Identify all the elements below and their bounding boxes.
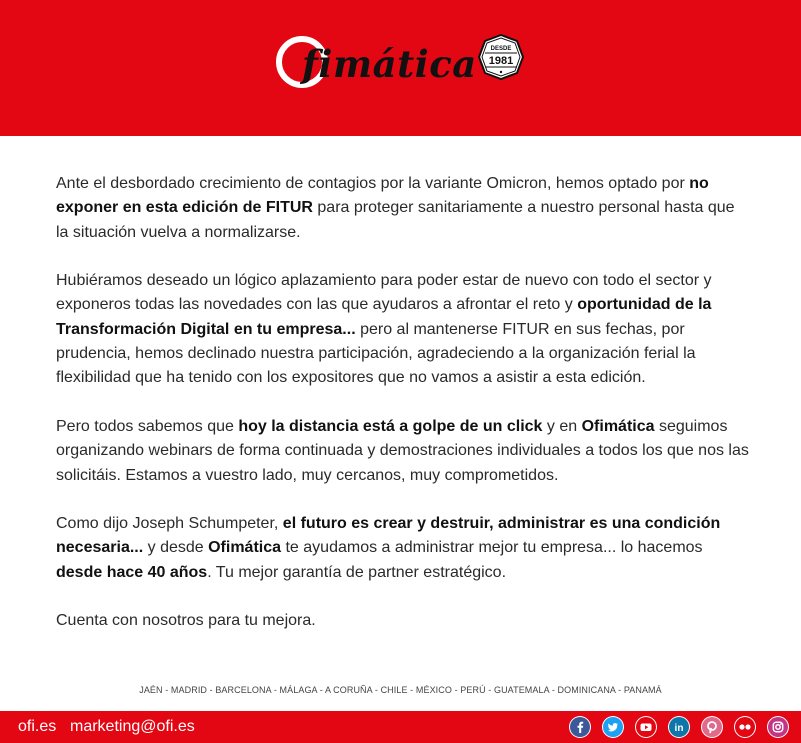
bold-text: oportunidad de la Transformación Digital en tu empresa... bbox=[56, 296, 712, 338]
logo-wordmark: fimática bbox=[302, 42, 477, 86]
bold-text: no exponer en esta edición de FITUR bbox=[56, 175, 709, 217]
header-banner bbox=[0, 0, 801, 136]
svg-text:in: in bbox=[674, 723, 684, 734]
text: Como dijo Joseph Schumpeter, bbox=[56, 515, 283, 533]
office-locations: JAÉN - MADRID - BARCELONA - MÁLAGA - A CORUÑA - CHILE - MÉXICO - PERÚ - GUATEMALA - DOMINICANA - PANAMÁ bbox=[139, 685, 662, 695]
message-body bbox=[56, 172, 751, 658]
bold-text: Ofimática bbox=[208, 539, 282, 557]
bold-text: hoy la distancia está a golpe de un click bbox=[238, 417, 543, 435]
twitter-icon[interactable] bbox=[602, 716, 624, 738]
bold-text: Ofimática bbox=[581, 417, 655, 435]
text: . Tu mejor garantía de partner estratégico. bbox=[207, 563, 507, 581]
paragraph-5 bbox=[56, 609, 751, 633]
linkedin-icon[interactable] bbox=[668, 716, 690, 738]
paragraph-3 bbox=[56, 415, 751, 488]
text: Hubiéramos deseado un lógico aplazamiento para poder estar de nuevo con todo el sector y exponeros todas las novedades con las que ayudaros a afrontar el reto y bbox=[56, 272, 712, 314]
text: te ayudamos a administrar mejor tu empresa... lo hacemos bbox=[281, 539, 703, 557]
email-link[interactable]: marketing@ofi.es bbox=[70, 718, 195, 735]
paragraph-4 bbox=[56, 512, 751, 585]
bold-text: desde hace 40 años bbox=[56, 563, 208, 581]
text: seguimos organizando webinars de forma continuada y demostraciones individuales a todos los que nos las solicitáis. Estamos a vuestro lado, muy cercanos, muy comprometidos. bbox=[56, 417, 749, 484]
website-link[interactable]: ofi.es bbox=[18, 718, 57, 735]
facebook-icon[interactable] bbox=[569, 716, 591, 738]
bold-text: el futuro es crear y destruir, administrar es una condición necesaria... bbox=[56, 515, 721, 557]
social-links bbox=[569, 716, 789, 738]
paragraph-1 bbox=[56, 172, 751, 245]
youtube-icon[interactable] bbox=[635, 716, 657, 738]
instagram-icon[interactable] bbox=[767, 716, 789, 738]
text: Ante el desbordado crecimiento de contagios por la variante Omicron, hemos optado por bbox=[56, 175, 690, 192]
badge-desde: DESDE bbox=[490, 46, 512, 52]
text: para proteger sanitariamente a nuestro personal hasta que la situación vuelva a normalizarse. bbox=[56, 199, 735, 241]
flickr-icon[interactable] bbox=[734, 716, 756, 738]
badge-year: 1981 bbox=[488, 55, 514, 67]
ofimatica-logo[interactable] bbox=[275, 30, 535, 105]
pinterest-icon[interactable] bbox=[701, 716, 723, 738]
text: Cuenta con nosotros para tu mejora. bbox=[56, 612, 316, 630]
since-1981-badge-icon bbox=[478, 34, 524, 80]
text: y en bbox=[542, 417, 582, 435]
text: Pero todos sabemos que bbox=[56, 417, 239, 435]
text: pero al mantenerse FITUR en sus fechas, por prudencia, hemos declinado nuestra participación, agradeciendo a la organización ferial la flexibilidad que ha tenido con los expositores que no vamos a asistir a esta edición. bbox=[56, 320, 696, 387]
text: y desde bbox=[143, 539, 209, 557]
paragraph-2 bbox=[56, 269, 751, 390]
footer-bar bbox=[0, 711, 801, 743]
